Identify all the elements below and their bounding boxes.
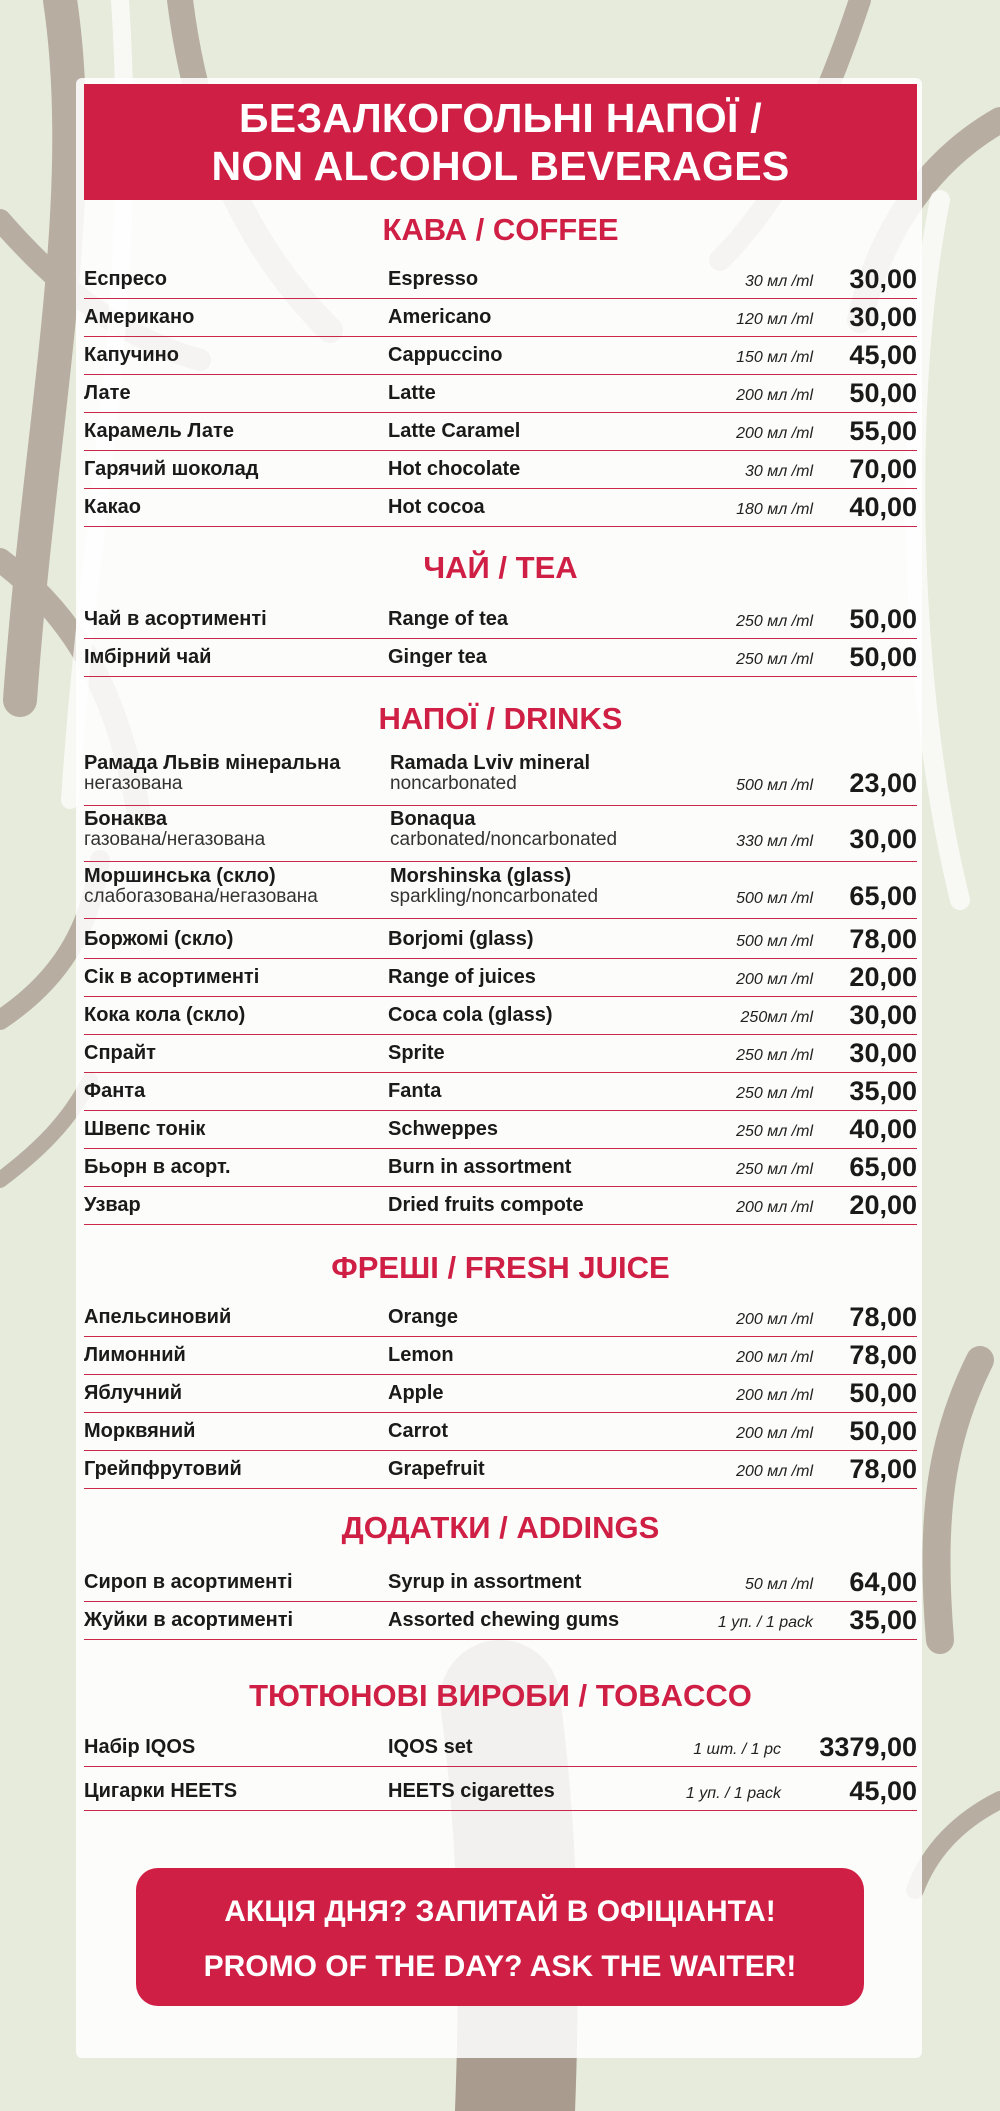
item-volume: 500 мл /ml xyxy=(736,890,813,907)
item-name-ua xyxy=(84,1156,231,1179)
item-name-en xyxy=(388,458,520,481)
menu-item-row xyxy=(84,1036,917,1073)
item-name-en-text: Grapefruit xyxy=(388,1458,485,1480)
item-name-en xyxy=(388,268,478,291)
item-name-en-text: Orange xyxy=(388,1306,459,1328)
menu-item-row xyxy=(84,1376,917,1413)
menu-item-row xyxy=(84,1188,917,1225)
item-price: 65,00 xyxy=(849,1152,917,1182)
item-volume: 180 мл /ml xyxy=(736,501,813,518)
item-note-ua: негазована xyxy=(84,773,183,794)
item-price: 30,00 xyxy=(849,1038,917,1068)
item-name-en xyxy=(388,928,534,951)
item-price: 50,00 xyxy=(849,1416,917,1446)
item-name-ua xyxy=(84,966,259,989)
item-name-ua-text: Лате xyxy=(84,382,131,404)
item-name-ua-text: Сік в асортименті xyxy=(84,966,260,988)
item-price: 50,00 xyxy=(849,1378,917,1408)
promo-text-ua: АКЦІЯ ДНЯ? ЗАПИТАЙ В ОФІЦІАНТА! xyxy=(224,1895,776,1928)
item-volume: 250 мл /ml xyxy=(736,1161,813,1178)
item-name-en xyxy=(388,306,491,329)
item-price: 50,00 xyxy=(849,642,917,672)
item-volume: 200 мл /ml xyxy=(736,425,813,442)
item-name-ua xyxy=(84,608,267,631)
item-name-en-text: Sprite xyxy=(388,1042,445,1064)
item-name-en-text: IQOS set xyxy=(388,1736,473,1758)
item-volume: 500 мл /ml xyxy=(736,933,813,950)
menu-item-row xyxy=(84,414,917,451)
item-price: 65,00 xyxy=(849,881,917,911)
item-name-ua xyxy=(84,865,318,908)
menu-header xyxy=(84,84,917,200)
item-price: 20,00 xyxy=(849,962,917,992)
item-price: 45,00 xyxy=(849,340,917,370)
item-name-ua xyxy=(84,382,131,405)
item-name-ua xyxy=(84,752,340,795)
item-price: 78,00 xyxy=(849,1454,917,1484)
item-name-en-text: Morshinska (glass) xyxy=(390,865,572,887)
menu-item-row xyxy=(84,640,917,677)
item-name-ua-text: Спрайт xyxy=(84,1042,156,1064)
item-price: 23,00 xyxy=(849,768,917,798)
item-volume: 120 мл /ml xyxy=(736,311,813,328)
item-name-ua-text: Апельсиновий xyxy=(84,1306,232,1328)
item-name-ua xyxy=(84,458,258,481)
item-name-en-text: Range of tea xyxy=(388,608,509,630)
item-name-en-text: Range of juices xyxy=(388,966,536,988)
item-name-ua xyxy=(84,420,234,443)
menu-item-row xyxy=(84,1300,917,1337)
item-name-ua-text: Гарячий шоколад xyxy=(84,458,259,480)
item-name-en xyxy=(388,646,487,669)
item-name-en xyxy=(388,1080,441,1103)
item-note-ua: слабогазована/негазована xyxy=(84,886,318,907)
item-price: 78,00 xyxy=(849,1340,917,1370)
item-name-ua-text: Швепс тонік xyxy=(84,1118,206,1140)
item-name-en-text: Lemon xyxy=(388,1344,454,1366)
item-name-en-text: HEETS cigarettes xyxy=(388,1780,555,1802)
item-price: 35,00 xyxy=(849,1076,917,1106)
item-name-en xyxy=(388,1420,448,1443)
item-volume: 330 мл /ml xyxy=(736,833,813,850)
menu-item-row xyxy=(84,1414,917,1451)
menu-item-row xyxy=(84,262,917,299)
item-name-en xyxy=(388,1736,472,1759)
item-name-en xyxy=(390,808,617,851)
item-name-ua xyxy=(84,1080,145,1103)
item-name-en xyxy=(388,1344,454,1367)
item-volume: 250 мл /ml xyxy=(736,1085,813,1102)
item-volume: 30 мл /ml xyxy=(744,463,813,480)
item-price: 45,00 xyxy=(849,1776,917,1806)
item-price: 50,00 xyxy=(849,604,917,634)
item-note-en: noncarbonated xyxy=(390,773,517,794)
item-volume: 250 мл /ml xyxy=(736,613,813,630)
item-name-en-text: Fanta xyxy=(388,1080,442,1102)
item-name-en-text: Carrot xyxy=(388,1420,449,1442)
item-name-ua-text: Лимонний xyxy=(84,1344,186,1366)
item-volume: 200 мл /ml xyxy=(736,1425,813,1442)
item-name-en-text: Assorted chewing gums xyxy=(388,1609,620,1631)
item-name-ua xyxy=(84,496,141,519)
item-price: 50,00 xyxy=(849,378,917,408)
item-price: 78,00 xyxy=(849,1302,917,1332)
item-price: 70,00 xyxy=(849,454,917,484)
item-name-ua xyxy=(84,1458,242,1481)
item-name-ua xyxy=(84,306,194,329)
item-name-ua-text: Грейпфрутовий xyxy=(84,1458,242,1480)
item-name-en-text: Apple xyxy=(388,1382,444,1404)
item-name-ua xyxy=(84,1609,293,1632)
item-price: 78,00 xyxy=(849,924,917,954)
item-name-ua xyxy=(84,344,179,367)
item-name-ua xyxy=(84,1736,195,1759)
item-volume: 250 мл /ml xyxy=(736,1123,813,1140)
item-name-en xyxy=(388,382,436,405)
item-name-ua-text: Капучино xyxy=(84,344,179,366)
item-name-ua-text: Цигарки HEETS xyxy=(84,1780,238,1802)
item-name-ua-text: Набір IQOS xyxy=(84,1736,196,1758)
menu-item-row xyxy=(84,300,917,337)
item-name-en-text: Cappuccino xyxy=(388,344,503,366)
item-name-ua xyxy=(84,268,167,291)
menu-item-row xyxy=(84,1074,917,1111)
item-name-ua-text: Морквяний xyxy=(84,1420,196,1442)
menu-item-row xyxy=(84,1565,917,1602)
menu-item-row xyxy=(84,1338,917,1375)
menu-item-row xyxy=(84,602,917,639)
item-name-ua-text: Еспресо xyxy=(84,268,167,290)
item-name-en xyxy=(388,1004,553,1027)
item-name-en-text: Burn in assortment xyxy=(388,1156,572,1178)
item-volume: 200 мл /ml xyxy=(736,971,813,988)
section-title: ФРЕШІ / FRESH JUICE xyxy=(331,1250,670,1285)
item-name-en xyxy=(388,1042,445,1065)
item-name-en xyxy=(388,1458,485,1481)
item-name-ua-text: Імбірний чай xyxy=(84,646,212,668)
item-name-ua-text: Боржомі (скло) xyxy=(84,928,234,950)
item-name-en-text: Americano xyxy=(388,306,492,328)
menu-item-row xyxy=(84,1150,917,1187)
item-name-en-text: Bonaqua xyxy=(390,808,476,830)
item-name-en xyxy=(388,966,536,989)
item-name-ua-text: Бонаква xyxy=(84,808,167,830)
item-name-ua xyxy=(84,1004,245,1027)
item-name-en xyxy=(390,865,598,908)
menu-item-row xyxy=(84,750,917,806)
item-name-ua-text: Сироп в асортименті xyxy=(84,1571,293,1593)
item-volume: 1 уп. / 1 pack xyxy=(685,1785,781,1802)
menu-item-row xyxy=(84,922,917,959)
item-name-ua-text: Чай в асортименті xyxy=(84,608,267,630)
item-volume: 200 мл /ml xyxy=(736,1199,813,1216)
item-name-ua-text: Кока кола (скло) xyxy=(84,1004,246,1026)
item-name-ua xyxy=(84,1306,231,1329)
menu-item-row xyxy=(84,338,917,375)
item-name-ua xyxy=(84,1382,182,1405)
item-name-en xyxy=(388,1571,581,1594)
item-volume: 200 мл /ml xyxy=(736,1463,813,1480)
item-volume: 150 мл /ml xyxy=(736,349,813,366)
item-price: 55,00 xyxy=(849,416,917,446)
item-note-ua: газована/негазована xyxy=(84,829,266,850)
item-name-ua xyxy=(84,1344,186,1367)
item-price: 30,00 xyxy=(849,302,917,332)
item-price: 20,00 xyxy=(849,1190,917,1220)
item-name-en xyxy=(388,1118,498,1141)
item-name-ua-text: Моршинська (скло) xyxy=(84,865,276,887)
item-volume: 200 мл /ml xyxy=(736,387,813,404)
item-volume: 1 шт. / 1 pc xyxy=(693,1741,781,1758)
item-name-ua-text: Узвар xyxy=(84,1194,141,1216)
menu-item-row xyxy=(84,1452,917,1489)
item-price: 35,00 xyxy=(849,1605,917,1635)
item-name-en xyxy=(388,420,520,443)
item-name-ua xyxy=(84,808,265,851)
item-volume: 1 уп. / 1 pack xyxy=(717,1614,813,1631)
item-name-en-text: Latte xyxy=(388,382,436,404)
item-volume: 30 мл /ml xyxy=(744,273,813,290)
item-name-ua-text: Карамель Лате xyxy=(84,420,234,442)
menu-item-row xyxy=(84,1774,917,1811)
menu-item-row xyxy=(84,960,917,997)
item-name-ua-text: Жуйки в асортименті xyxy=(84,1609,294,1631)
item-name-en xyxy=(388,1780,555,1803)
item-name-ua-text: Рамада Львів мінеральна xyxy=(84,752,341,774)
item-name-en-text: Hot chocolate xyxy=(388,458,521,480)
item-name-ua-text: Фанта xyxy=(84,1080,146,1102)
menu-item-row xyxy=(84,1730,917,1767)
item-name-en-text: Schweppes xyxy=(388,1118,499,1140)
item-name-ua xyxy=(84,646,211,669)
item-volume: 250мл /ml xyxy=(740,1009,813,1026)
item-name-en xyxy=(388,1609,619,1632)
item-name-en xyxy=(390,752,590,795)
item-volume: 500 мл /ml xyxy=(736,777,813,794)
item-price: 40,00 xyxy=(849,1114,917,1144)
section-title: ДОДАТКИ / ADDINGS xyxy=(341,1510,660,1545)
item-name-ua xyxy=(84,1780,237,1803)
item-name-ua-text: Бьорн в асорт. xyxy=(84,1156,231,1178)
item-name-en xyxy=(388,1156,571,1179)
item-name-en-text: Espresso xyxy=(388,268,479,290)
item-price: 30,00 xyxy=(849,1000,917,1030)
item-note-en: carbonated/noncarbonated xyxy=(390,829,618,850)
item-name-ua-text: Какао xyxy=(84,496,141,518)
menu-item-row xyxy=(84,863,917,919)
promo-banner xyxy=(136,1868,864,2006)
item-name-ua xyxy=(84,1042,156,1065)
section-title: ЧАЙ / TEA xyxy=(423,550,578,585)
header-title-en: NON ALCOHOL BEVERAGES xyxy=(211,143,790,189)
item-price: 64,00 xyxy=(849,1567,917,1597)
item-name-en xyxy=(388,1382,444,1405)
section-title: НАПОЇ / DRINKS xyxy=(378,701,623,736)
header-title-ua: БЕЗАЛКОГОЛЬНІ НАПОЇ / xyxy=(239,95,762,141)
item-name-ua xyxy=(84,1420,195,1443)
item-volume: 250 мл /ml xyxy=(736,1047,813,1064)
item-volume: 50 мл /ml xyxy=(744,1576,813,1593)
item-name-en-text: Dried fruits compote xyxy=(388,1194,584,1216)
item-volume: 250 мл /ml xyxy=(736,651,813,668)
item-name-en xyxy=(388,608,508,631)
item-name-ua-text: Американо xyxy=(84,306,195,328)
item-name-en xyxy=(388,1306,458,1329)
item-volume: 200 мл /ml xyxy=(736,1349,813,1366)
item-name-ua xyxy=(84,1194,141,1217)
promo-text-en: PROMO OF THE DAY? ASK THE WAITER! xyxy=(203,1950,797,1983)
section-title: КАВА / COFFEE xyxy=(382,212,619,247)
item-name-en-text: Coca cola (glass) xyxy=(388,1004,553,1026)
menu-item-row xyxy=(84,998,917,1035)
item-name-en-text: Borjomi (glass) xyxy=(388,928,534,950)
item-name-ua-text: Яблучний xyxy=(84,1382,183,1404)
item-name-en-text: Hot cocoa xyxy=(388,496,485,518)
menu-item-row xyxy=(84,376,917,413)
item-name-ua xyxy=(84,1571,293,1594)
section-title: ТЮТЮНОВІ ВИРОБИ / TOBACCO xyxy=(249,1678,752,1713)
item-volume: 200 мл /ml xyxy=(736,1311,813,1328)
menu-item-row xyxy=(84,490,917,527)
item-price: 3379,00 xyxy=(819,1732,917,1762)
menu-item-row xyxy=(84,806,917,862)
item-name-en xyxy=(388,1194,584,1217)
item-name-en-text: Syrup in assortment xyxy=(388,1571,582,1593)
item-name-en-text: Latte Caramel xyxy=(388,420,521,442)
item-name-ua xyxy=(84,928,233,951)
item-price: 40,00 xyxy=(849,492,917,522)
item-volume: 200 мл /ml xyxy=(736,1387,813,1404)
item-name-en xyxy=(388,344,502,367)
item-name-en xyxy=(388,496,485,519)
menu-item-row xyxy=(84,1603,917,1640)
item-price: 30,00 xyxy=(849,824,917,854)
item-name-ua xyxy=(84,1118,205,1141)
item-price: 30,00 xyxy=(849,264,917,294)
item-note-en: sparkling/noncarbonated xyxy=(390,886,599,907)
item-name-en-text: Ginger tea xyxy=(388,646,487,668)
menu-item-row xyxy=(84,1112,917,1149)
item-name-en-text: Ramada Lviv mineral xyxy=(390,752,591,774)
menu-item-row xyxy=(84,452,917,489)
